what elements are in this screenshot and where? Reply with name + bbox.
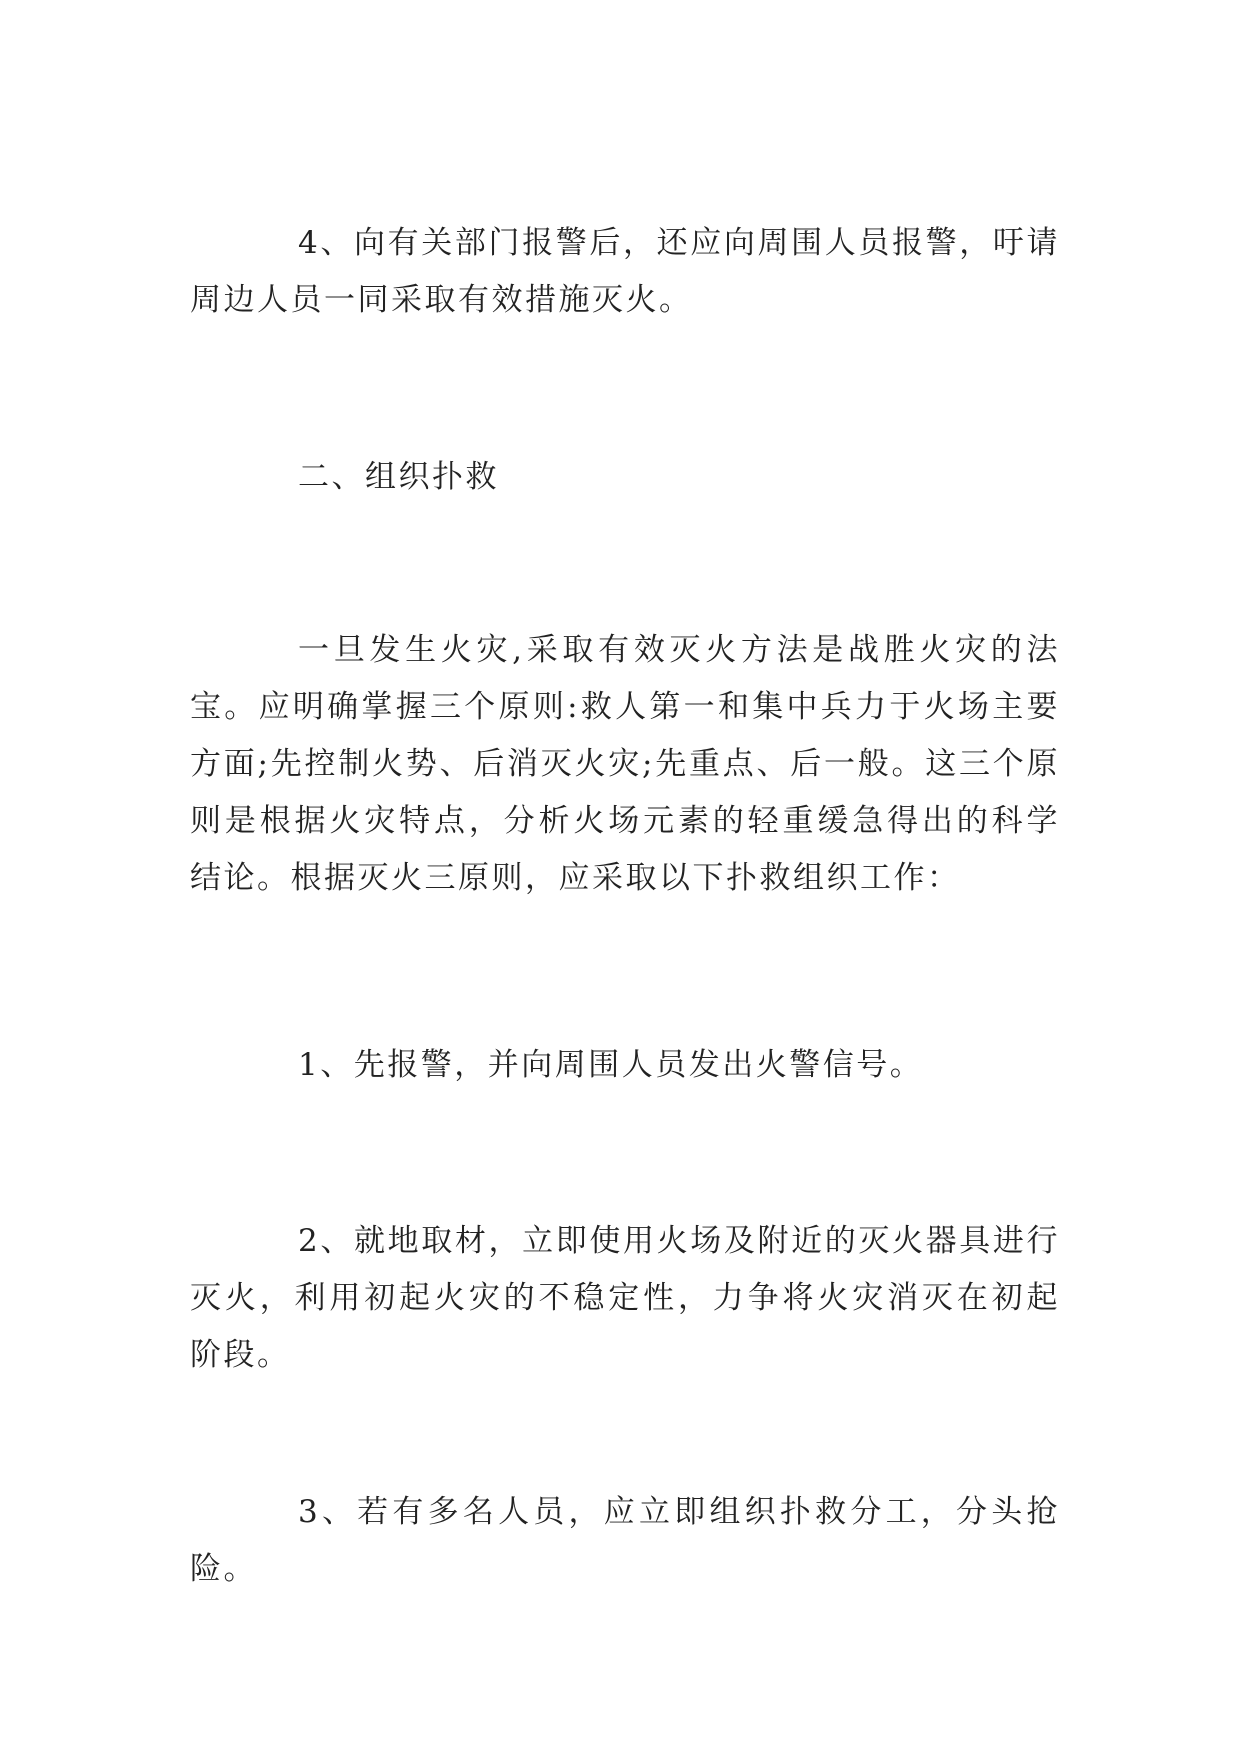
paragraph-step-2: 2、就地取材，立即使用火场及附近的灭火器具进行灭火，利用初起火灾的不稳定性，力争将火灾消灭在初起阶段。 <box>190 1223 1060 1373</box>
paragraph-step-1: 1、先报警，并向周围人员发出火警信号。 <box>298 1047 924 1083</box>
paragraph-step-3: 3、若有多名人员，应立即组织扑救分工，分头抢险。 <box>190 1494 1060 1587</box>
section-heading: 二、组织扑救 <box>298 459 499 495</box>
paragraph-principles: 一旦发生火灾,采取有效灭火方法是战胜火灾的法宝。应明确掌握三个原则:救人第一和集中兵力于火场主要方面;先控制火势、后消灭火灾;先重点、后一般。这三个原则是根据火灾特点，分析火场元素的轻重缓急得出的科学结论。根据灭火三原则，应采取以下扑救组织工作： <box>190 632 1060 896</box>
paragraph-item-4: 4、向有关部门报警后，还应向周围人员报警，吁请周边人员一同采取有效措施灭火。 <box>190 225 1060 318</box>
